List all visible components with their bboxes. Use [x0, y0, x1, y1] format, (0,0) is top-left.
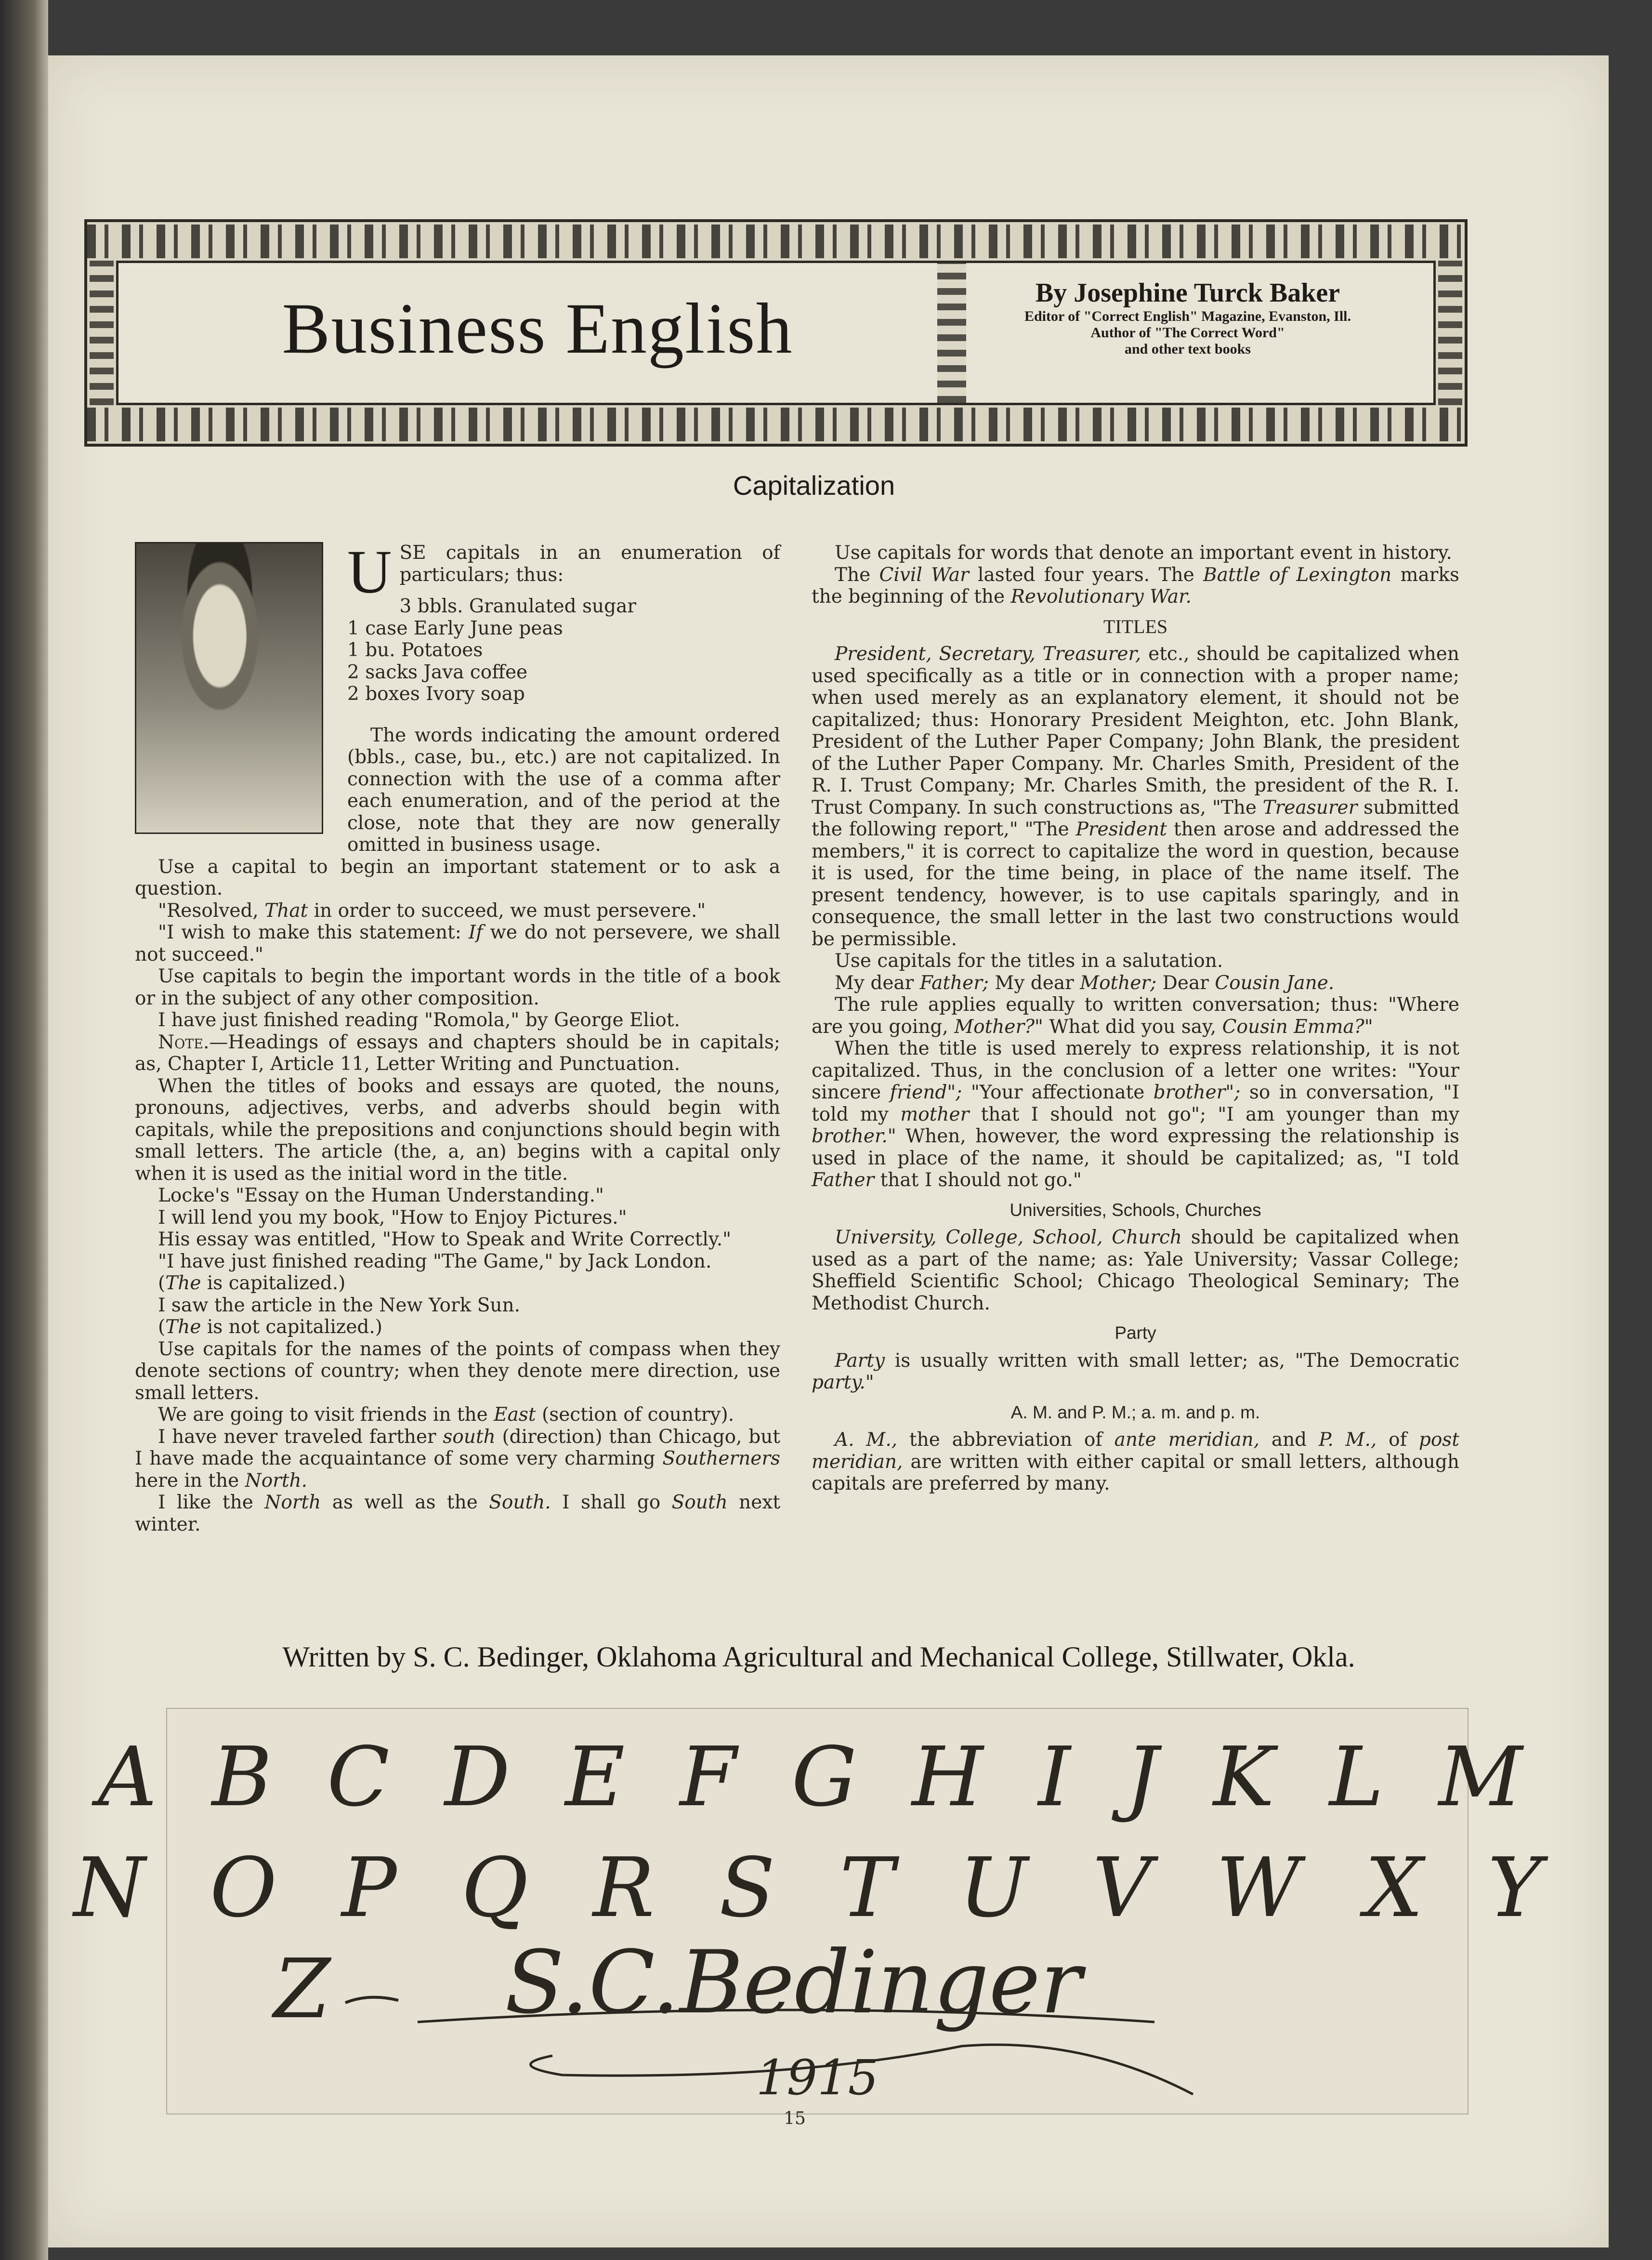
- example: I like the North as well as the South. I shall go South next winter.: [135, 1492, 780, 1535]
- penmanship-credit: Written by S. C. Bedinger, Oklahoma Agricultural and Mechanical College, Stillwater, Okla.: [282, 1641, 1355, 1673]
- example: We are going to visit friends in the East (section of country).: [158, 1404, 734, 1426]
- example: (The is capitalized.): [158, 1272, 346, 1294]
- drop-cap: U: [347, 538, 392, 606]
- list-item: 1 bu. Potatoes: [347, 639, 483, 661]
- example: I will lend you my book, "How to Enjoy Pictures.": [158, 1206, 627, 1229]
- paragraph: Use capitals for the titles in a salutation.: [835, 950, 1223, 972]
- column-left: [135, 538, 780, 1535]
- author-name: By Josephine Turck Baker: [1035, 278, 1340, 308]
- author-block: [981, 278, 1395, 357]
- note-paragraph: Note.—Headings of essays and chapters should be in capitals; as, Chapter I, Article 11, Letter Writing and Punctuation.: [135, 1031, 780, 1075]
- ornament-divider: [937, 263, 966, 403]
- example: I saw the article in the New York Sun.: [158, 1294, 521, 1316]
- paragraph: The rule applies equally to written conversation; thus: "Where are you going, Mother?" What did you say, Cousin Emma?": [812, 994, 1459, 1038]
- example: "I wish to make this statement: If we do not persevere, we shall not succeed.": [135, 922, 780, 965]
- paragraph: When the titles of books and essays are quoted, the nouns, pronouns, adjectives, verbs, and adverbs should begin with capitals, while the prepositions and conjunctions should begin with small letters. The article (the, a, an) begins with a capital only when it is used as the initial word in the title.: [135, 1075, 780, 1185]
- paragraph: Use capitals for words that denote an important event in history.: [835, 542, 1452, 564]
- subheading-titles: TITLES: [1103, 615, 1168, 637]
- paragraph: The words indicating the amount ordered (bbls., case, bu., etc.) are not capitalized. In connection with the use of a comma after each enumeration, and of the period at the close, note that they are now generally omitted in business usage.: [347, 724, 780, 856]
- banner-panel: [116, 261, 1436, 405]
- example: (The is not capitalized.): [158, 1316, 382, 1338]
- example: "I have just finished reading "The Game," by Jack London.: [158, 1250, 712, 1272]
- paragraph: Use a capital to begin an important statement or to ask a question.: [135, 856, 780, 899]
- paragraph: Use capitals to begin the important words in the title of a book or in the subject of any other composition.: [135, 965, 780, 1009]
- author-credential-2: Author of "The Correct Word": [1090, 325, 1285, 341]
- ornament-border-top: [87, 225, 1465, 258]
- example: "Resolved, That in order to succeed, we must persevere.": [158, 899, 706, 922]
- paragraph: Party is usually written with small letter; as, "The Democratic party.": [812, 1349, 1459, 1393]
- list-item: 2 boxes Ivory soap: [347, 683, 525, 705]
- paragraph: When the title is used merely to express relationship, it is not capitalized. Thus, in the conclusion of a letter one writes: "Your sincere friend"; "Your affectionate brother"; so in conversation, "I told my mother that I should not go"; "I am younger than my brother." When, however, the word expressing the relationship is used in place of the name, it should be capitalized; as, "I told Father that I should not go.": [812, 1038, 1459, 1191]
- book-binding: [0, 0, 48, 2260]
- author-credential-3: and other text books: [1125, 341, 1251, 357]
- author-credential-1: Editor of "Correct English" Magazine, Evanston, Ill.: [1024, 308, 1351, 324]
- subheading-party: Party: [1114, 1323, 1156, 1343]
- paragraph: President, Secretary, Treasurer, etc., should be capitalized when used specifically as a title or in connection with a proper name; when used merely as an explanatory element, it should not be capitalized; thus: Honorary President Meighton, etc. John Blank, President of the Luther Paper Company; John Blank, the president of the Luther Paper Company. Mr. Charles Smith, President of the R. I. Trust Company; Mr. Charles Smith, the president of the R. I. Trust Company. In such constructions as, "The Treasurer submitted the following report," "The President then arose and addressed the members," it is correct to capitalize the word in question, because it is used, for the time being, in place of the name itself. The present tendency, however, is to use capitals sparingly, and in consequence, the small letter in the last two constructions would be permissible.: [812, 643, 1459, 950]
- subheading-am-pm: A. M. and P. M.; a. m. and p. m.: [1010, 1402, 1260, 1422]
- example: Locke's "Essay on the Human Understanding.": [158, 1185, 604, 1206]
- flourish-stroke: [345, 1997, 398, 2003]
- ornament-border-left: [90, 261, 114, 405]
- subheading-universities: Universities, Schools, Churches: [1010, 1200, 1261, 1220]
- page-number: 15: [784, 2109, 806, 2128]
- author-portrait: [135, 542, 323, 834]
- example: The Civil War lasted four years. The Battle of Lexington marks the beginning of the Revolutionary War.: [812, 564, 1460, 608]
- example: His essay was entitled, "How to Speak and Write Correctly.": [158, 1229, 732, 1250]
- example: My dear Father; My dear Mother; Dear Cousin Jane.: [835, 972, 1335, 994]
- ornament-border-right: [1438, 261, 1462, 405]
- ornament-border-bottom: [87, 408, 1465, 441]
- script-row-1: A B C D E F G H I J K L M: [98, 1730, 1537, 1825]
- list-item: 1 case Early June peas: [347, 617, 563, 639]
- script-letter-z: Z: [273, 1942, 331, 2037]
- penmanship-specimen: [73, 1708, 1561, 2115]
- paragraph: Use capitals for the names of the points of compass when they denote sections of country; when they denote mere direction, use small letters.: [135, 1338, 780, 1404]
- list-item: 2 sacks Java coffee: [347, 661, 528, 683]
- paragraph: University, College, School, Church should be capitalized when used as a part of the name; as: Yale University; Vassar College; Sheffield Scientific School; Chicago Theological Seminary; The Methodist Church.: [812, 1227, 1459, 1314]
- header-banner: [84, 219, 1468, 447]
- script-row-2: N O P Q R S T U V W X Y: [73, 1840, 1561, 1936]
- example: I have just finished reading "Romola," by George Eliot.: [158, 1009, 680, 1031]
- signature-year: 1915: [756, 2049, 879, 2106]
- example: I have never traveled farther south (direction) than Chicago, but I have made the acquaintance of some very charming Southerners here in the North.: [135, 1426, 780, 1492]
- page-title: Business English: [282, 289, 793, 369]
- intro-paragraph: SE capitals in an enumeration of particulars; thus:: [399, 542, 780, 586]
- column-right: [812, 542, 1459, 1495]
- signature: S.C.Bedinger: [505, 1932, 1082, 2033]
- paragraph: A. M., the abbreviation of ante meridian, and P. M., of post meridian, are written with either capital or small letters, although capitals are preferred by many.: [812, 1429, 1459, 1494]
- list-item: 3 bbls. Granulated sugar: [399, 595, 636, 617]
- script-alphabet-art: [73, 1709, 1561, 2114]
- section-title: Capitalization: [733, 470, 895, 501]
